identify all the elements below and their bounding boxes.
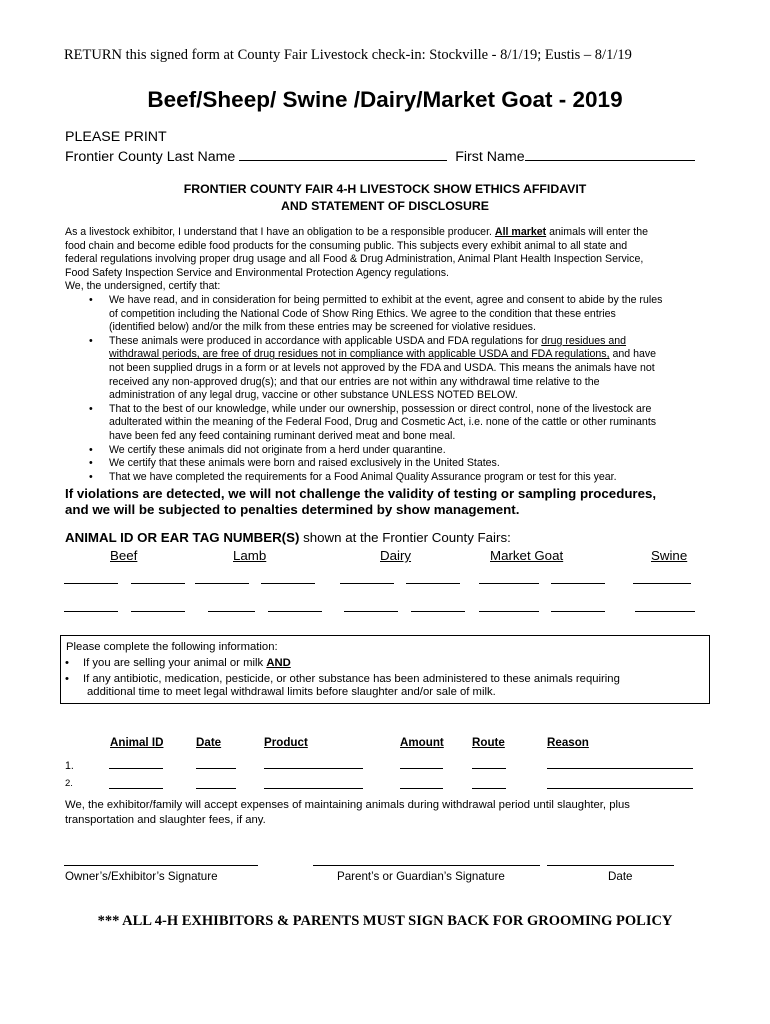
animal-id-heading-rest: shown at the Frontier County Fairs:	[299, 530, 511, 545]
item-line: (identified below) and/or the milk from these entries may be screened for violative residues.	[109, 321, 536, 334]
affidavit-heading-2: AND STATEMENT OF DISCLOSURE	[281, 199, 489, 213]
item-line: • We have read, and in consideration for being permitted to exhibit at the event, agree and consent to abide by the rules	[109, 294, 663, 306]
column-market-goat: Market Goat	[490, 548, 564, 563]
item-line: received any non-approved drug(s); and that our entries are not within any withdrawal time relative to the	[109, 375, 600, 388]
bullet-glyph: •	[65, 657, 69, 669]
intro-line: Food Safety Inspection Service and Environmental Protection Agency regulations.	[65, 266, 449, 279]
form-title: Beef/Sheep/ Swine /Dairy/Market Goat - 2019	[147, 87, 623, 112]
dairy-id-field[interactable]	[406, 583, 460, 584]
header-amount: Amount	[400, 736, 444, 749]
column-swine: Swine	[651, 548, 688, 563]
animal-id-field[interactable]	[109, 788, 163, 789]
product-field[interactable]	[264, 788, 363, 789]
parent-signature-field[interactable]	[313, 865, 540, 866]
header-date: Date	[196, 736, 222, 749]
item-line: not been supplied drugs in a form or at levels not approved by the FDA and USDA. This means the animals have not	[109, 361, 655, 374]
certification-item: • We certify these animals did not originate from a herd under quarantine.	[109, 444, 709, 458]
info-bullet-1	[65, 657, 291, 669]
grooming-policy-notice: *** ALL 4-H EXHIBITORS & PARENTS MUST SIGN BACK FOR GROOMING POLICY	[97, 913, 673, 929]
info-bullet-2-cont: additional time to meet legal withdrawal limits before slaughter and/or sale of milk.	[87, 686, 496, 698]
header-animal-id: Animal ID	[110, 736, 164, 749]
route-field[interactable]	[472, 788, 506, 789]
item-line: have been fed any feed containing ruminant derived meat and bone meal.	[109, 429, 456, 442]
row-number: 2.	[65, 778, 73, 789]
item-text: These animals were produced in accordance with applicable USDA and FDA regulations for	[109, 334, 539, 347]
violations-line-2: and we will be subjected to penalties determined by show management.	[65, 502, 520, 517]
animal-id-heading	[65, 530, 511, 545]
certification-list	[109, 294, 709, 484]
certification-item	[109, 294, 709, 335]
beef-id-field[interactable]	[131, 611, 185, 612]
expenses-line-2: transportation and slaughter fees, if any.	[65, 814, 266, 826]
reason-field[interactable]	[547, 768, 693, 769]
intro-line: federal regulations involving proper drug usage and all Food & Drug Administration, Animal Plant Health Inspection Service,	[65, 253, 644, 266]
lamb-id-field[interactable]	[208, 611, 255, 612]
goat-id-field[interactable]	[551, 583, 605, 584]
first-name-label: First Name	[455, 149, 525, 165]
item-line: of competition including the National Code of Show Ring Ethics. We agree to the condition that these entries	[109, 307, 616, 320]
swine-id-field[interactable]	[635, 611, 695, 612]
intro-line: We, the undersigned, certify that:	[65, 280, 221, 293]
column-beef: Beef	[110, 548, 138, 563]
item-line: administration of any legal drug, vaccine or other substance UNLESS NOTED BELOW.	[109, 389, 518, 402]
header-reason: Reason	[547, 736, 589, 749]
dairy-id-field[interactable]	[411, 611, 465, 612]
goat-id-field[interactable]	[479, 611, 539, 612]
intro-text-2: animals will enter the	[549, 226, 649, 238]
goat-id-field[interactable]	[479, 583, 539, 584]
date-signature-field[interactable]	[547, 865, 674, 866]
owner-signature-field[interactable]	[64, 865, 258, 866]
last-name-field[interactable]	[239, 148, 447, 161]
goat-id-field[interactable]	[551, 611, 605, 612]
info-text: If any antibiotic, medication, pesticide, or other substance has been administered to these animals requiring	[82, 673, 620, 685]
intro-emphasis: All market	[494, 226, 547, 238]
item-underlined: withdrawal periods, are free of drug residues not in compliance with applicable USDA and FDA regulations,	[109, 348, 610, 361]
beef-id-field[interactable]	[64, 583, 118, 584]
reason-field[interactable]	[547, 788, 693, 789]
column-dairy: Dairy	[380, 548, 412, 563]
certification-item	[109, 335, 709, 403]
intro-text-1: As a livestock exhibitor, I understand that I have an obligation to be a responsible producer.	[65, 226, 492, 238]
certification-item: • That we have completed the requirements for a Food Animal Quality Assurance program or test for this year.	[109, 471, 709, 485]
dairy-id-field[interactable]	[344, 611, 398, 612]
info-emphasis: AND	[266, 657, 291, 669]
date-label: Date	[608, 870, 633, 883]
parent-signature-label: Parent’s or Guardian’s Signature	[337, 870, 505, 883]
header-product: Product	[264, 736, 308, 749]
column-lamb: Lamb	[233, 548, 267, 563]
return-notice: RETURN this signed form at County Fair Livestock check-in: Stockville - 8/1/19; Eustis – 8/1/19	[64, 47, 632, 63]
lamb-id-field[interactable]	[195, 583, 249, 584]
bullet-glyph: •	[65, 673, 69, 685]
expenses-line-1: We, the exhibitor/family will accept expenses of maintaining animals during withdrawal period until slaughter, plus	[65, 799, 630, 811]
row-number: 1.	[65, 760, 74, 772]
last-name-label: Frontier County Last Name	[65, 149, 236, 165]
withdrawal-info-box	[60, 635, 710, 704]
date-field[interactable]	[196, 788, 236, 789]
item-text: and have	[612, 348, 657, 361]
lamb-id-field[interactable]	[261, 583, 315, 584]
violations-line-1: If violations are detected, we will not challenge the validity of testing or sampling procedures,	[65, 486, 657, 501]
product-field[interactable]	[264, 768, 363, 769]
amount-field[interactable]	[400, 768, 443, 769]
info-bullet-2	[65, 673, 620, 685]
name-line	[65, 148, 695, 165]
beef-id-field[interactable]	[131, 583, 185, 584]
item-line: adulterated within the meaning of the Federal Food, Drug and Cosmetic Act, i.e. none of the cattle or other ruminants	[109, 416, 657, 429]
first-name-field[interactable]	[525, 148, 695, 161]
item-line: • That to the best of our knowledge, while under our ownership, possession or direct control, none of the livestock are	[109, 402, 652, 415]
certification-item	[109, 403, 709, 444]
beef-id-field[interactable]	[64, 611, 118, 612]
info-text: If you are selling your animal or milk	[82, 657, 264, 669]
lamb-id-field[interactable]	[268, 611, 322, 612]
animal-id-heading-bold: ANIMAL ID OR EAR TAG NUMBER(S)	[65, 530, 300, 545]
amount-field[interactable]	[400, 788, 443, 789]
swine-id-field[interactable]	[633, 583, 691, 584]
header-route: Route	[472, 736, 505, 749]
item-underlined: drug residues and	[541, 334, 627, 347]
please-print-label: PLEASE PRINT	[65, 129, 167, 145]
owner-signature-label: Owner’s/Exhibitor’s Signature	[65, 870, 218, 883]
certification-item: • We certify that these animals were born and raised exclusively in the United States.	[109, 457, 709, 471]
route-field[interactable]	[472, 768, 506, 769]
affidavit-heading-1: FRONTIER COUNTY FAIR 4-H LIVESTOCK SHOW ETHICS AFFIDAVIT	[183, 182, 587, 196]
intro-line: food chain and become edible food products for the consuming public. This subjects every exhibit animal to all state and	[65, 239, 628, 252]
affidavit-intro	[65, 226, 705, 294]
info-intro: Please complete the following information:	[66, 641, 278, 653]
dairy-id-field[interactable]	[340, 583, 394, 584]
animal-id-field[interactable]	[109, 768, 163, 769]
date-field[interactable]	[196, 768, 236, 769]
